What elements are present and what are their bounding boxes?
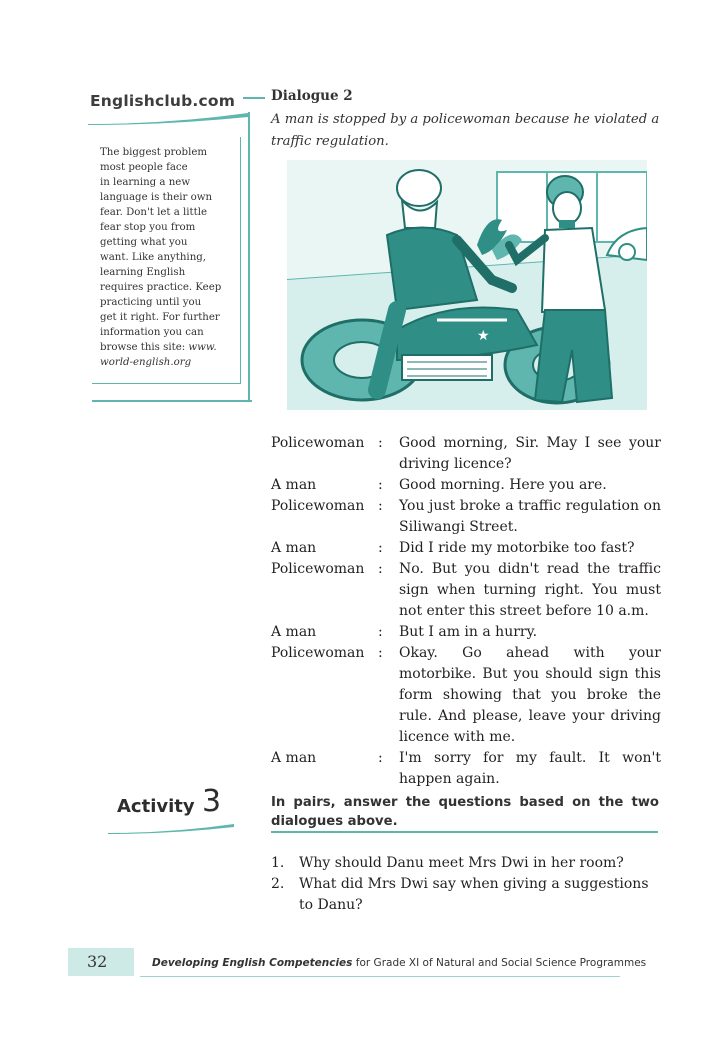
dialogue-line — [271, 433, 661, 475]
dialogue-line — [271, 622, 661, 643]
sidebar-line: learning English — [100, 267, 186, 278]
utterance: Okay. Go ahead with your motorbike. But you should sign this form showing that you broke the rule. And please, leave your driving licence with me. — [399, 645, 661, 745]
sidebar-line: in learning a new — [100, 177, 191, 188]
speaker: A man — [271, 624, 317, 640]
speaker-colon: : — [378, 540, 383, 556]
sidebar-url-line — [100, 340, 240, 355]
sidebar-line: fear. Don't let a little — [100, 207, 208, 218]
activity-instruction: In pairs, answer the questions based on the two dialogues above. — [271, 795, 659, 829]
speaker-colon: : — [378, 435, 383, 451]
speaker-colon: : — [378, 624, 383, 640]
sidebar-line: information you can — [100, 327, 204, 338]
sidebar-line: requires practice. Keep — [100, 282, 222, 293]
sidebar-line: The biggest problem — [100, 147, 208, 158]
speaker: A man — [271, 540, 317, 556]
dialogue-line — [271, 643, 661, 748]
speaker: Policewoman — [271, 498, 365, 514]
speaker: Policewoman — [271, 435, 365, 451]
question-list — [271, 853, 661, 916]
activity-number: 3 — [202, 784, 222, 819]
speaker: Policewoman — [271, 561, 365, 577]
dialogue-line — [271, 538, 661, 559]
dialogue-title: Dialogue 2 — [271, 88, 353, 104]
sidebar-url-part1[interactable]: www. — [188, 342, 217, 353]
dialogue-line — [271, 559, 661, 622]
dialogue-line — [271, 496, 661, 538]
sidebar-line: most people face — [100, 162, 188, 173]
speaker-colon: : — [378, 645, 383, 661]
sidebar-text — [100, 145, 240, 370]
sidebar-line: practicing until you — [100, 297, 202, 308]
activity-swoosh — [108, 824, 234, 834]
dialogue-line — [271, 475, 661, 496]
speaker-colon: : — [378, 561, 383, 577]
speaker: A man — [271, 750, 317, 766]
question-text: Why should Danu meet Mrs Dwi in her room? — [299, 855, 624, 871]
sidebar-line: get it right. For further — [100, 312, 220, 323]
utterance: Did I ride my motorbike too fast? — [399, 540, 635, 556]
activity-rule — [271, 831, 658, 833]
speaker-colon: : — [378, 498, 383, 514]
speaker: Policewoman — [271, 645, 365, 661]
utterance: You just broke a traffic regulation on Siliwangi Street. — [399, 498, 661, 535]
book-title: Developing English Competencies — [152, 957, 353, 969]
question-item — [271, 874, 661, 916]
sidebar-line: want. Like anything, — [100, 252, 207, 263]
sidebar-title: Englishclub.com — [90, 92, 236, 110]
question-item — [271, 853, 661, 874]
dialogue-intro: A man is stopped by a policewoman because he violated a traffic regulation. — [271, 112, 660, 149]
question-number: 2. — [271, 876, 285, 892]
sidebar-line: language is their own — [100, 192, 213, 203]
book-subtitle: for Grade XI of Natural and Social Science Programmes — [355, 957, 647, 969]
sidebar-line: getting what you — [100, 237, 188, 248]
utterance: No. But you didn't read the traffic sign when turning right. You must not enter this street before 10 a.m. — [399, 561, 661, 619]
utterance: Good morning. Here you are. — [399, 477, 607, 493]
sidebar-url-part2[interactable]: world-english.org — [100, 357, 192, 368]
question-text: What did Mrs Dwi say when giving a suggestions to Danu? — [299, 876, 649, 913]
speaker: A man — [271, 477, 317, 493]
speaker-colon: : — [378, 750, 383, 766]
dialogue-conversation — [271, 433, 661, 790]
sidebar-title-rule — [243, 97, 265, 99]
utterance: But I am in a hurry. — [399, 624, 538, 640]
page-number: 32 — [87, 952, 108, 971]
dialogue-line — [271, 748, 661, 790]
question-number: 1. — [271, 855, 285, 871]
running-footer — [152, 957, 646, 969]
footer-rule — [140, 976, 620, 977]
activity-label: Activity — [117, 796, 195, 817]
sidebar-line: fear stop you from — [100, 222, 196, 233]
sidebar-url-prefix: browse this site: — [100, 342, 186, 353]
utterance: Good morning, Sir. May I see your driving licence? — [399, 435, 661, 472]
svg-text:★: ★ — [477, 328, 490, 344]
sidebar-frame-bottom — [92, 400, 252, 402]
speaker-colon: : — [378, 477, 383, 493]
policewoman-motorbike-illustration — [287, 160, 647, 410]
utterance: I'm sorry for my fault. It won't happen again. — [399, 750, 661, 787]
